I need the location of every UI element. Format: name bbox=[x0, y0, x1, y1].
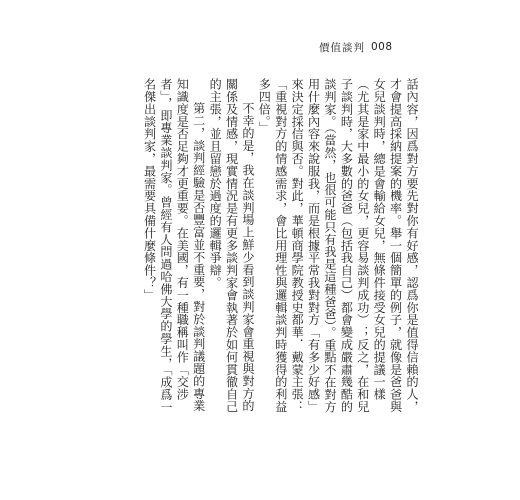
body-text bbox=[142, 78, 420, 423]
running-header bbox=[319, 40, 399, 54]
paragraph-3: 第二，談判經驗是否豐富並不重要，對於談判議題的專業知識度是否足夠才更重要。在美國，有一種職稱叫作「交涉者」，即專業談判家。曾經有人問過哈佛大學的學生，「成爲一名傑出談判家，最需要具備什麼條件？」 bbox=[142, 78, 206, 414]
page-number: 008 bbox=[371, 41, 393, 53]
book-title: 價值談判 bbox=[319, 41, 365, 54]
paragraph-2: 不幸的是，我在談判場上鮮少看到談判家會重視與對方的關係及情感，現實情況是有更多談判家會執著於如何貫徹自己的主張，並且留戀於過度的邏輯爭辯。 bbox=[208, 78, 255, 413]
paragraph-1: 話內容，因爲對方要先對你有好感，認爲你是值得信賴的人，才會提高採納提案的機率。舉一個簡單的例子，就像是爸爸與女兒談判時，總是會輸給女兒，無條件接受女兒的提議一樣（尤其是家中最小的女兒，更容易談判成功）；反之，在和兒子談判時，大多數的爸爸（包括我自己）都會變成嚴肅幾酷的談判家。（當然，也很可能只有我是這種爸爸）。重點不在對方用什麼內容來說服我，而是根據平常我對對方「有多少好感」來決定採信與否。對此，華頓商學院教授史都華．戴蒙主張：「重視對方的情感需求，會比用理性與邏輯談判時獲得的利益多四倍。」 bbox=[257, 78, 419, 414]
